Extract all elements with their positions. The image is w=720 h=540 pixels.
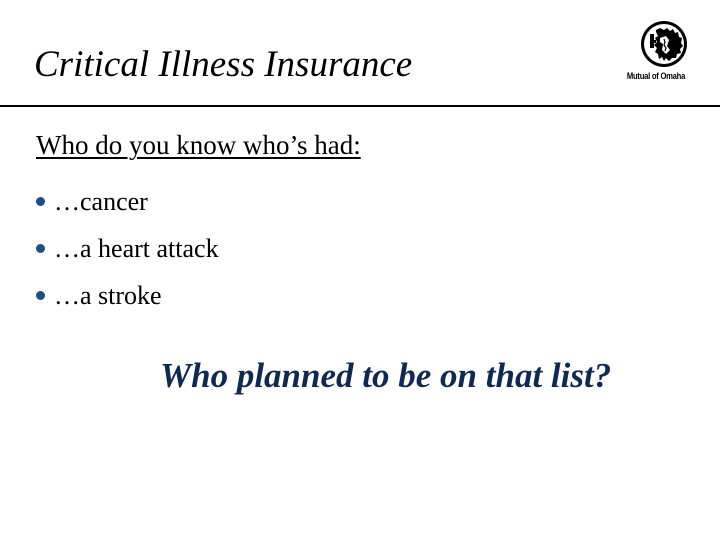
slide-title: Critical Illness Insurance — [34, 44, 413, 85]
list-item — [36, 178, 219, 225]
list-item — [36, 272, 219, 319]
section-heading: Who do you know who’s had: — [36, 130, 361, 160]
bullet-list — [36, 178, 219, 319]
bullet-text: …cancer — [54, 186, 148, 216]
bullet-text: …a heart attack — [54, 233, 219, 263]
bullet-icon — [36, 291, 45, 300]
logo-text: Mutual of Omaha — [626, 71, 686, 81]
indian-head-icon — [620, 20, 692, 70]
title-divider — [0, 105, 720, 107]
list-item — [36, 225, 219, 272]
company-logo — [620, 20, 692, 86]
bullet-icon — [36, 244, 45, 253]
closing-question: Who planned to be on that list? — [160, 356, 612, 395]
bullet-text: …a stroke — [54, 280, 162, 310]
bullet-icon — [36, 197, 45, 206]
